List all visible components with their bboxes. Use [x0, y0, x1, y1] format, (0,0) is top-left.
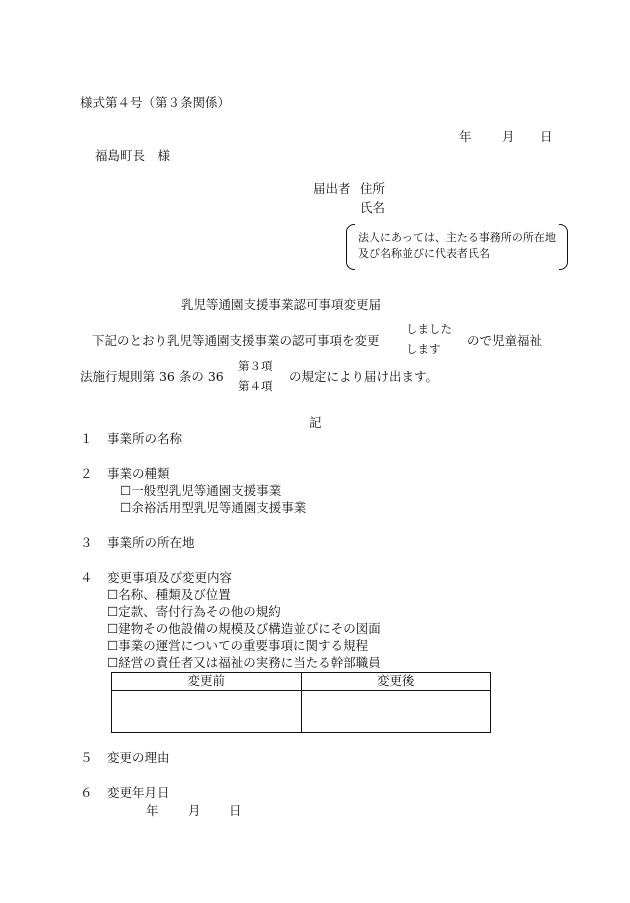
body-line1-part1: 下記のとおり乳児等通園支援事業の認可事項を変更	[92, 333, 380, 348]
section5-label: 変更の理由	[107, 750, 170, 765]
changes-table	[111, 672, 491, 733]
date-month: 月	[502, 129, 515, 144]
table-header-row	[112, 673, 491, 691]
section4-number: ４	[80, 570, 93, 585]
section2-option[interactable]: ☐一般型乳児等通園支援事業	[120, 483, 282, 498]
choice2-para3: 第３項	[238, 359, 273, 373]
section5-number: ５	[80, 750, 93, 765]
body-line2-part2: の規定により届け出ます。	[289, 369, 439, 384]
body-line2-part1: 法施行規則第 36 条の 36	[80, 369, 224, 384]
ki-marker: 記	[309, 415, 322, 430]
section4-option[interactable]: ☐経営の責任者又は福祉の実務に当たる幹部職員	[107, 655, 381, 670]
section2-label: 事業の種類	[107, 466, 170, 481]
section2-number: ２	[80, 466, 93, 481]
section4-option[interactable]: ☐名称、種類及び位置	[107, 587, 231, 602]
left-bracket	[346, 224, 355, 270]
addressee: 福島町長 様	[95, 148, 171, 163]
change-date-year: 年	[146, 803, 159, 818]
cell-before[interactable]	[112, 691, 302, 733]
section6-label: 変更年月日	[107, 785, 170, 800]
section1-label: 事業所の名称	[107, 431, 183, 446]
document-title: 乳児等通園支援事業認可事項変更届	[181, 297, 382, 312]
body-line1-part2: ので児童福祉	[467, 333, 543, 348]
section3-number: ３	[80, 535, 93, 550]
section3-label: 事業所の所在地	[107, 535, 195, 550]
change-date-day: 日	[229, 803, 242, 818]
cell-after[interactable]	[301, 691, 491, 733]
section4-option[interactable]: ☐建物その他設備の規模及び構造並びにその図面	[107, 621, 381, 636]
form-number: 様式第４号（第３条関係）	[80, 95, 231, 110]
choice1-past: しました	[406, 322, 452, 336]
section2-option[interactable]: ☐余裕活用型乳児等通園支援事業	[120, 500, 307, 515]
address-label: 住所	[360, 181, 386, 196]
corporate-note: 法人にあっては、主たる事務所の所在地及び名称並びに代表者氏名	[358, 231, 556, 260]
header-after: 変更後	[301, 673, 491, 691]
section1-number: １	[80, 431, 93, 446]
section6-number: ６	[80, 785, 93, 800]
header-before: 変更前	[112, 673, 302, 691]
section4-option[interactable]: ☐定款、寄付行為その他の規約	[107, 604, 281, 619]
change-date-month: 月	[188, 803, 201, 818]
corporate-note-box	[346, 224, 568, 270]
date-day: 日	[540, 129, 553, 144]
choice1-present: します	[406, 342, 441, 356]
choice2-para4: 第４項	[238, 379, 273, 393]
section4-option[interactable]: ☐事業の運営についての重要事項に関する規程	[107, 638, 368, 653]
right-bracket	[559, 224, 568, 270]
table-row	[112, 691, 491, 733]
applicant-label: 届出者	[313, 181, 351, 196]
section4-label: 変更事項及び変更内容	[107, 570, 233, 585]
name-label: 氏名	[360, 200, 386, 215]
date-year: 年	[459, 129, 472, 144]
